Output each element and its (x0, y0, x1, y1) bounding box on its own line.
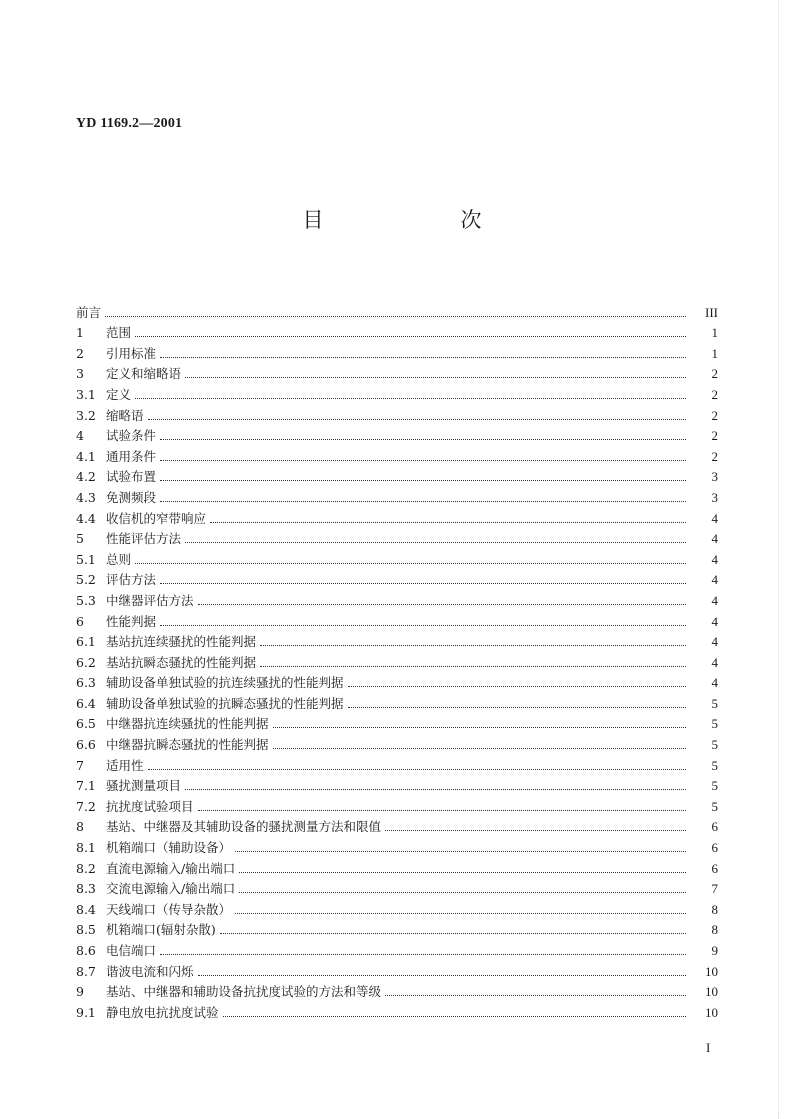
toc-entry-number: 6.3 (76, 675, 96, 691)
toc-entry[interactable] (76, 629, 718, 650)
toc-entry-page: 7 (711, 881, 718, 897)
toc-dot-leader (235, 913, 686, 914)
toc-entry[interactable] (76, 464, 718, 485)
toc-entry[interactable] (76, 937, 718, 958)
toc-entry-label: 基站抗连续骚扰的性能判据 (106, 634, 257, 650)
toc-entry-number: 1 (76, 325, 84, 341)
toc-dot-leader (105, 316, 686, 317)
toc-entry-label: 交流电源输入/输出端口 (106, 881, 236, 897)
toc-entry-page: III (705, 304, 718, 320)
toc-dot-leader (185, 789, 686, 790)
toc-entry-page: 4 (711, 510, 718, 526)
toc-entry-number: 4.2 (76, 469, 96, 485)
toc-entry-label: 定义 (106, 386, 132, 402)
toc-entry-number: 4.1 (76, 448, 96, 464)
toc-entry-label: 性能评估方法 (106, 531, 182, 547)
toc-entry-label: 辅助设备单独试验的抗连续骚扰的性能判据 (106, 675, 344, 691)
toc-dot-leader (223, 1016, 686, 1017)
toc-dot-leader (160, 480, 686, 481)
toc-entry-page: 5 (711, 778, 718, 794)
toc-dot-leader (160, 583, 686, 584)
toc-entry[interactable] (76, 814, 718, 835)
toc-entry-page: 4 (711, 551, 718, 567)
toc-dot-leader (135, 336, 686, 337)
toc-entry-number: 9 (76, 984, 84, 1000)
toc-entry[interactable] (76, 340, 718, 361)
toc-entry[interactable] (76, 711, 718, 732)
toc-entry-label: 评估方法 (106, 572, 157, 588)
toc-entry[interactable] (76, 423, 718, 444)
toc-entry-label: 机箱端口(辐射杂散) (106, 922, 216, 938)
toc-entry-number: 7.2 (76, 798, 96, 814)
toc-entry-label: 适用性 (106, 757, 144, 773)
toc-entry-number: 6.1 (76, 634, 96, 650)
toc-entry[interactable] (76, 834, 718, 855)
toc-entry-label: 直流电源输入/输出端口 (106, 860, 236, 876)
toc-entry[interactable] (76, 361, 718, 382)
toc-entry-label: 引用标准 (106, 345, 157, 361)
toc-entry-label: 总则 (106, 551, 132, 567)
toc-entry-label: 辅助设备单独试验的抗瞬态骚扰的性能判据 (106, 695, 344, 711)
toc-entry-number: 6.4 (76, 695, 96, 711)
toc-entry-page: 4 (711, 675, 718, 691)
toc-entry-page: 10 (705, 984, 718, 1000)
toc-entry-label: 中继器评估方法 (106, 592, 194, 608)
toc-entry-number: 6 (76, 613, 84, 629)
toc-entry-number: 5.2 (76, 572, 96, 588)
toc-entry-label: 骚扰测量项目 (106, 778, 182, 794)
toc-entry-number: 4.3 (76, 489, 96, 505)
toc-entry-page: 2 (711, 407, 718, 423)
toc-entry-number: 5.3 (76, 592, 96, 608)
toc-entry-number: 8.4 (76, 901, 96, 917)
toc-entry-label: 试验条件 (106, 428, 157, 444)
toc-entry-number: 8.6 (76, 943, 96, 958)
toc-dot-leader (185, 377, 686, 378)
toc-entry[interactable] (76, 443, 718, 464)
toc-entry-label: 范围 (106, 325, 132, 341)
toc-entry-number: 2 (76, 345, 84, 361)
toc-dot-leader (348, 707, 686, 708)
toc-entry[interactable] (76, 958, 718, 979)
toc-entry-number: 9.1 (76, 1004, 96, 1020)
toc-dot-leader (160, 954, 686, 955)
toc-entry[interactable] (76, 587, 718, 608)
toc-entry-page: 8 (711, 901, 718, 917)
toc-entry-label: 试验布置 (106, 469, 157, 485)
toc-entry-label: 抗扰度试验项目 (106, 798, 194, 814)
toc-entry-page: 3 (711, 489, 718, 505)
toc-entry-page: 6 (711, 840, 718, 856)
toc-entry[interactable] (76, 855, 718, 876)
toc-dot-leader (235, 851, 686, 852)
toc-entry[interactable] (76, 484, 718, 505)
toc-entry-page: 4 (711, 654, 718, 670)
toc-entry[interactable] (76, 526, 718, 547)
toc-entry-page: 10 (705, 1004, 718, 1020)
toc-entry-label: 通用条件 (106, 448, 157, 464)
toc-entry[interactable] (76, 876, 718, 897)
toc-entry[interactable] (76, 731, 718, 752)
toc-entry-page: 9 (711, 943, 718, 958)
toc-entry[interactable] (76, 649, 718, 670)
toc-entry-number: 7.1 (76, 778, 96, 794)
toc-entry-number: 6.2 (76, 654, 96, 670)
toc-dot-leader (385, 995, 686, 996)
toc-entry-label: 性能判据 (106, 613, 157, 629)
toc-entry-page: 4 (711, 634, 718, 650)
toc-entry-label: 缩略语 (106, 407, 144, 423)
toc-dot-leader (160, 439, 686, 440)
toc-entry[interactable] (76, 999, 718, 1020)
toc-entry-number: 3 (76, 366, 84, 382)
toc-title: 目 次 (302, 208, 540, 232)
toc-dot-leader (135, 563, 686, 564)
toc-entry-label: 前言 (76, 304, 102, 320)
toc-dot-leader (239, 892, 686, 893)
toc-dot-leader (160, 625, 686, 626)
toc-entry-page: 4 (711, 531, 718, 547)
toc-entry-label: 收信机的窄带响应 (106, 510, 207, 526)
toc-entry-label: 谐波电流和闪烁 (106, 963, 194, 979)
toc-entry-number: 8.5 (76, 922, 96, 938)
toc-dot-leader (148, 419, 686, 420)
toc-entry-page: 4 (711, 613, 718, 629)
toc-entry[interactable] (76, 773, 718, 794)
toc-dot-leader (198, 604, 686, 605)
toc-entry-page: 2 (711, 428, 718, 444)
toc-entry-number: 6.5 (76, 716, 96, 732)
toc-entry-page: 5 (711, 798, 718, 814)
page-edge-divider (778, 0, 780, 1119)
toc-entry[interactable] (76, 299, 718, 320)
toc-entry[interactable] (76, 402, 718, 423)
toc-entry[interactable] (76, 381, 718, 402)
toc-entry-label: 基站、中继器及其辅助设备的骚扰测量方法和限值 (106, 819, 382, 835)
toc-dot-leader (220, 933, 686, 934)
toc-dot-leader (185, 542, 686, 543)
toc-entry-label: 基站、中继器和辅助设备抗扰度试验的方法和等级 (106, 984, 382, 1000)
toc-entry-page: 1 (711, 325, 718, 341)
toc-entry-number: 5.1 (76, 551, 96, 567)
toc-dot-leader (160, 460, 686, 461)
toc-entry-page: 5 (711, 757, 718, 773)
toc-dot-leader (385, 830, 686, 831)
toc-entry[interactable] (76, 608, 718, 629)
toc-entry[interactable] (76, 505, 718, 526)
toc-entry[interactable] (76, 752, 718, 773)
toc-entry-label: 电信端口 (106, 943, 157, 958)
toc-entry[interactable] (76, 670, 718, 691)
toc-entry[interactable] (76, 917, 718, 938)
toc-entry[interactable] (76, 793, 718, 814)
toc-entry-page: 5 (711, 737, 718, 753)
toc-entry-page: 2 (711, 366, 718, 382)
toc-entry[interactable] (76, 896, 718, 917)
toc-dot-leader (198, 810, 686, 811)
toc-dot-leader (210, 522, 686, 523)
toc-entry-page: 2 (711, 448, 718, 464)
page-number: I (706, 1040, 711, 1055)
toc-entry-page: 5 (711, 716, 718, 732)
toc-entry-number: 5 (76, 531, 84, 547)
toc-entry[interactable] (76, 320, 718, 341)
toc-entry-page: 4 (711, 592, 718, 608)
toc-entry-number: 8.7 (76, 963, 96, 979)
toc-entry-label: 天线端口（传导杂散） (106, 901, 232, 917)
toc-dot-leader (260, 666, 686, 667)
toc-dot-leader (239, 872, 686, 873)
table-of-contents (76, 299, 718, 1020)
toc-entry-label: 中继器抗连续骚扰的性能判据 (106, 716, 269, 732)
toc-entry[interactable] (76, 546, 718, 567)
toc-entry-page: 2 (711, 386, 718, 402)
toc-entry-label: 中继器抗瞬态骚扰的性能判据 (106, 737, 269, 753)
toc-entry-number: 3.2 (76, 407, 96, 423)
toc-entry-label: 机箱端口（辅助设备） (106, 840, 232, 856)
toc-dot-leader (260, 645, 686, 646)
toc-entry-page: 10 (705, 963, 718, 979)
toc-entry-page: 6 (711, 860, 718, 876)
toc-entry-number: 6.6 (76, 737, 96, 753)
toc-dot-leader (160, 501, 686, 502)
toc-entry-number: 4.4 (76, 510, 96, 526)
toc-entry[interactable] (76, 690, 718, 711)
toc-entry-number: 8.3 (76, 881, 96, 897)
toc-entry-page: 5 (711, 695, 718, 711)
toc-entry-label: 基站抗瞬态骚扰的性能判据 (106, 654, 257, 670)
toc-entry-page: 4 (711, 572, 718, 588)
toc-entry-number: 4 (76, 428, 84, 444)
toc-dot-leader (273, 727, 686, 728)
toc-dot-leader (348, 686, 686, 687)
toc-dot-leader (148, 769, 686, 770)
toc-dot-leader (160, 357, 686, 358)
toc-dot-leader (273, 748, 686, 749)
toc-entry-page: 1 (711, 345, 718, 361)
toc-entry-page: 6 (711, 819, 718, 835)
toc-entry-page: 3 (711, 469, 718, 485)
toc-entry-label: 免测频段 (106, 489, 157, 505)
toc-entry-number: 8.2 (76, 860, 96, 876)
toc-entry-number: 8 (76, 819, 84, 835)
toc-dot-leader (135, 398, 686, 399)
toc-entry-label: 定义和缩略语 (106, 366, 182, 382)
toc-entry[interactable] (76, 567, 718, 588)
toc-entry-page: 8 (711, 922, 718, 938)
toc-entry-label: 静电放电抗扰度试验 (106, 1004, 219, 1020)
toc-entry-number: 7 (76, 757, 84, 773)
toc-entry-number: 3.1 (76, 386, 96, 402)
toc-entry-number: 8.1 (76, 840, 96, 856)
standard-id: YD 1169.2—2001 (76, 116, 183, 131)
toc-entry[interactable] (76, 979, 718, 1000)
toc-dot-leader (198, 975, 686, 976)
